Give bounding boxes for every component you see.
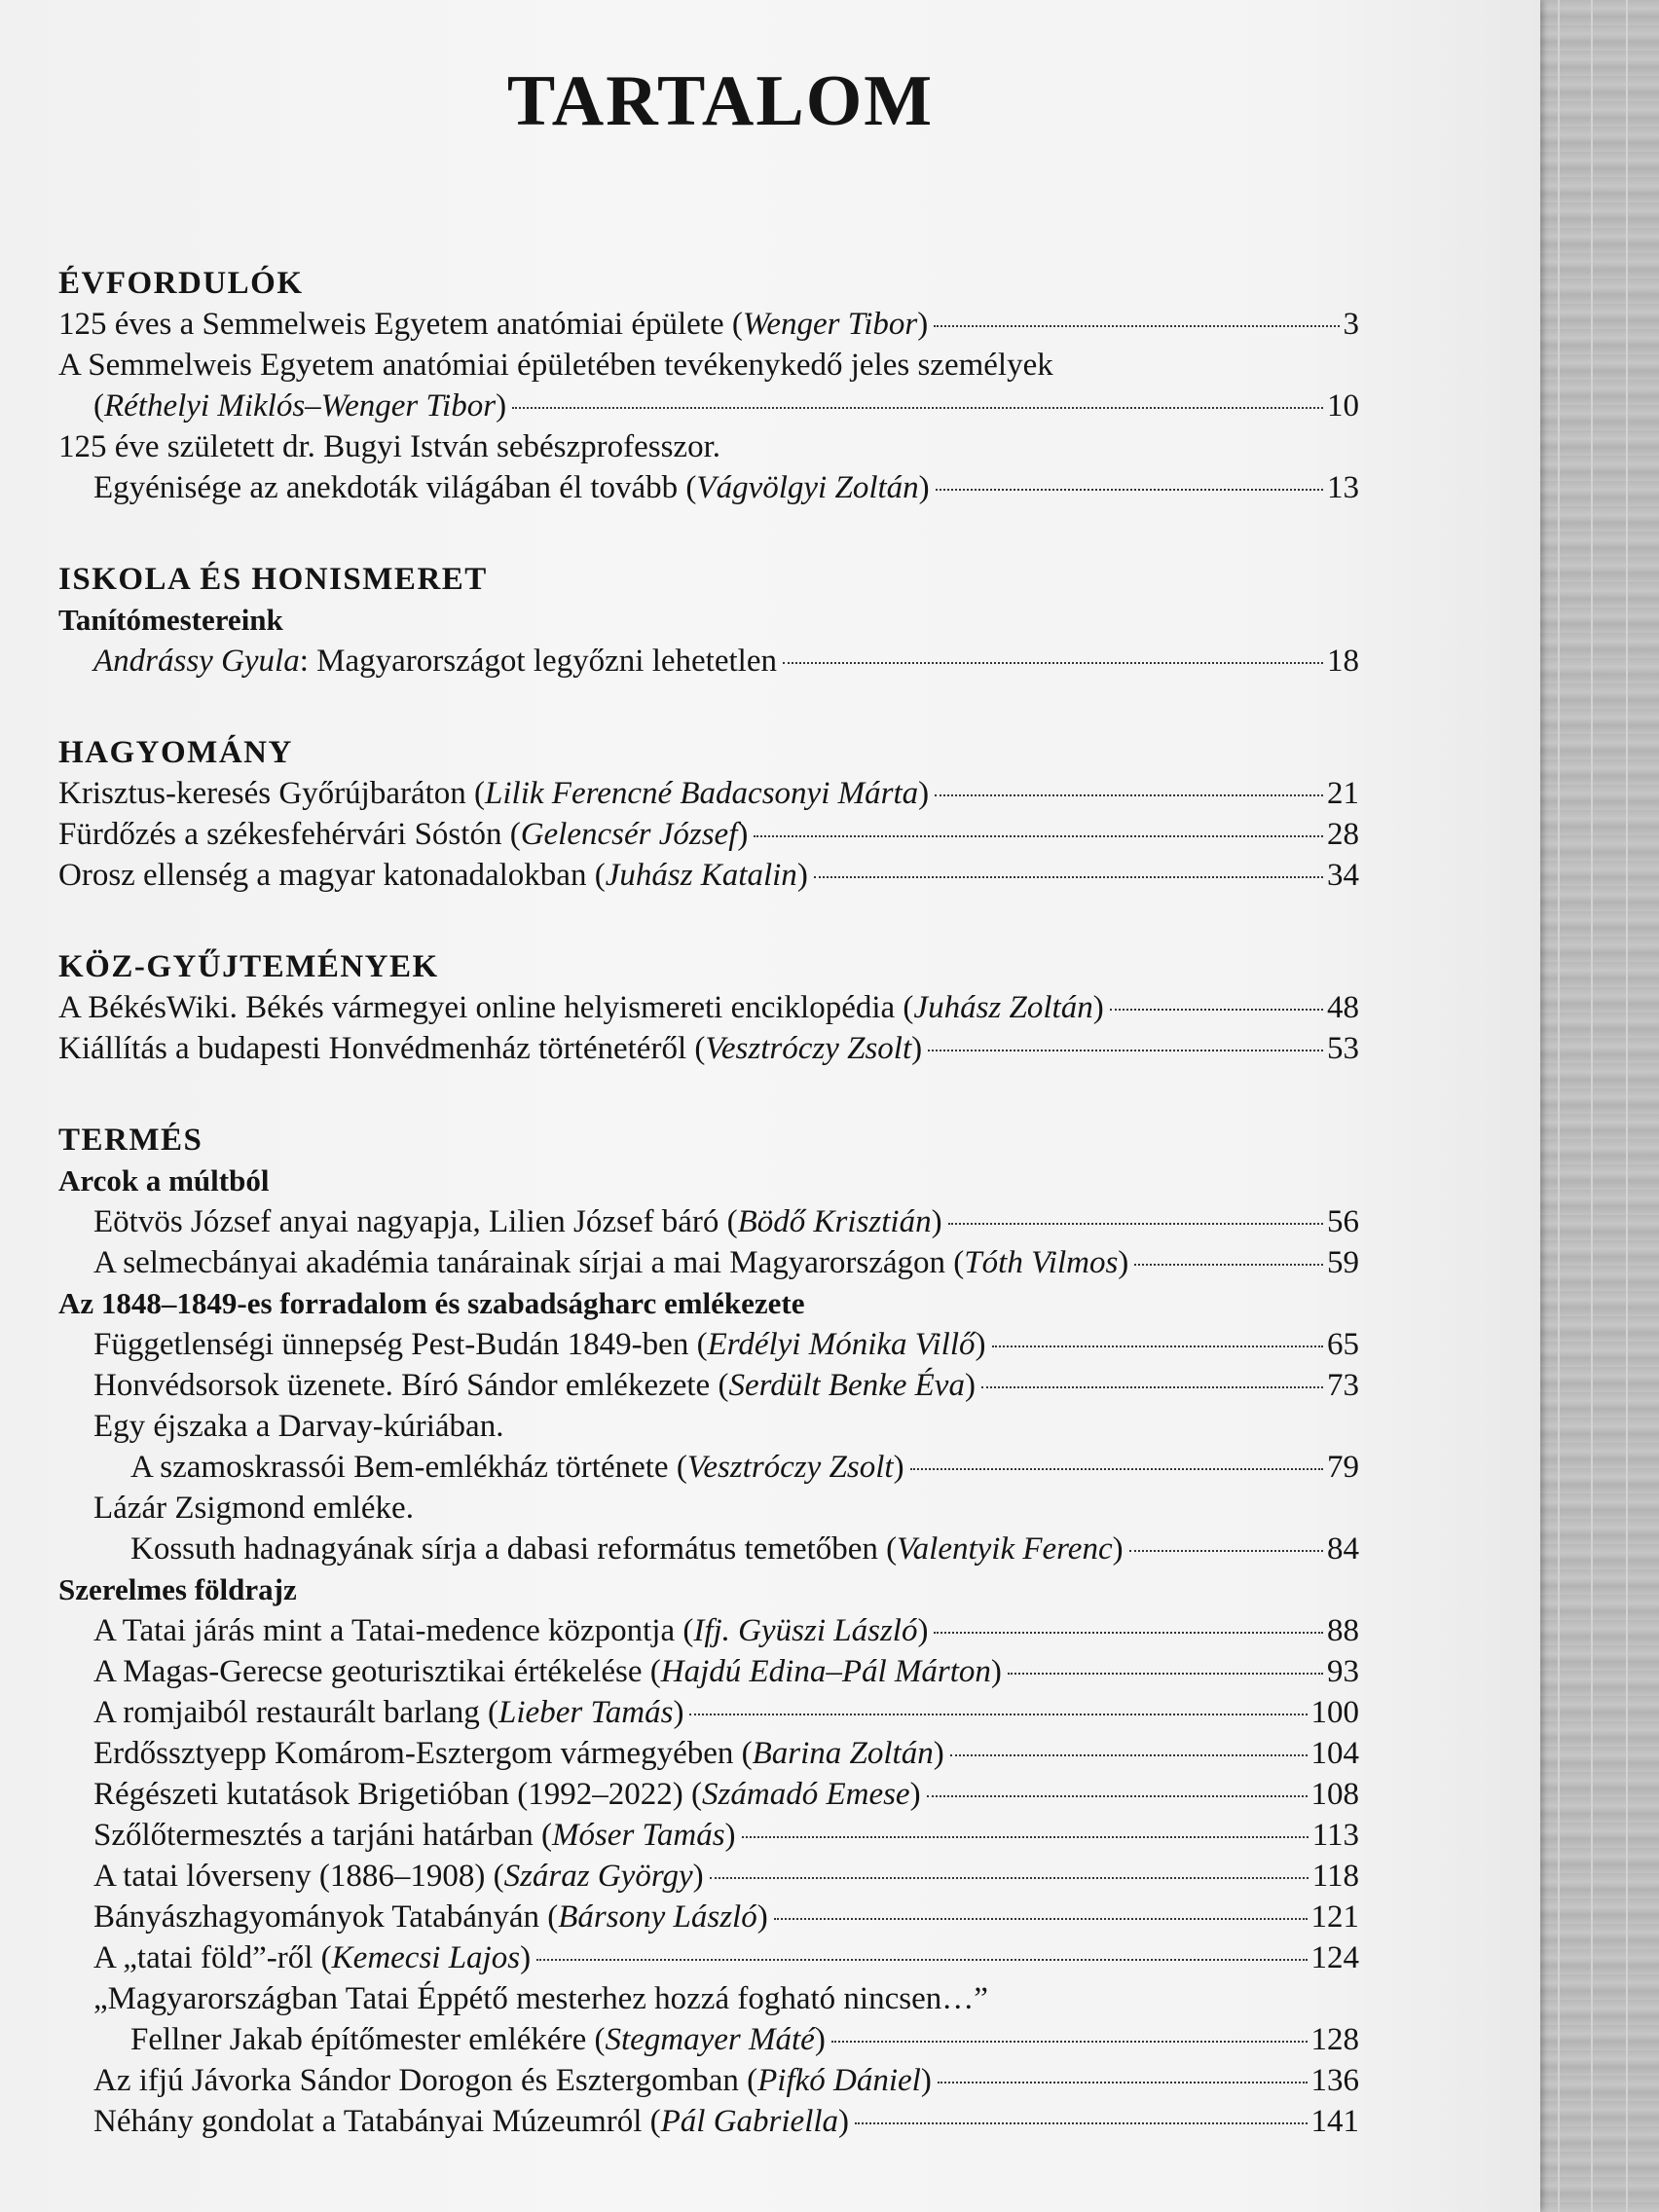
page-number: 118 xyxy=(1311,1859,1359,1894)
toc-entry[interactable]: Fürdőzés a székesfehérvári Sóstón (Gelencsér József) 28 xyxy=(58,814,1359,855)
dot-leader xyxy=(512,407,1323,409)
page-number: 136 xyxy=(1310,2063,1359,2098)
page-number: 141 xyxy=(1310,2104,1359,2139)
dot-leader xyxy=(689,1714,1307,1715)
dot-leader xyxy=(536,1959,1307,1961)
page-number: 3 xyxy=(1343,307,1359,342)
toc-entry[interactable]: A szamoskrassói Bem-emlékház története (Vesztróczy Zsolt) 79 xyxy=(58,1447,1359,1488)
toc-entry[interactable]: Régészeti kutatások Brigetióban (1992–2022) (Számadó Emese) 108 xyxy=(58,1774,1359,1815)
section-heading-hagyomany: HAGYOMÁNY xyxy=(58,735,293,770)
dot-leader xyxy=(910,1468,1323,1470)
dot-leader xyxy=(814,876,1323,878)
toc-entry[interactable]: Az ifjú Jávorka Sándor Dorogon és Esztergomban (Pifkó Dániel) 136 xyxy=(58,2060,1359,2101)
page-number: 124 xyxy=(1310,1940,1359,1975)
page-number: 104 xyxy=(1310,1736,1359,1771)
toc-entry[interactable]: Eötvös József anyai nagyapja, Lilien József báró (Bödő Krisztián) 56 xyxy=(58,1201,1359,1242)
dot-leader xyxy=(938,2082,1308,2083)
book-spine-background xyxy=(1540,0,1659,2212)
page-number: 53 xyxy=(1327,1031,1359,1066)
toc-entry[interactable]: A romjaiból restaurált barlang (Lieber Tamás) 100 xyxy=(58,1692,1359,1733)
toc-entry-line[interactable]: „Magyarországban Tatai Éppétő mesterhez hozzá fogható nincsen…” xyxy=(93,1981,988,2016)
toc-entry-line[interactable]: Lázár Zsigmond emléke. xyxy=(93,1491,414,1526)
toc-entry[interactable]: Kossuth hadnagyának sírja a dabasi református temetőben (Valentyik Ferenc) 84 xyxy=(58,1529,1359,1569)
toc-entry-line[interactable]: A Semmelweis Egyetem anatómiai épületében tevékenykedő jeles személyek xyxy=(58,348,1053,383)
page-number: 56 xyxy=(1327,1204,1359,1239)
page-number: 10 xyxy=(1327,388,1359,424)
toc-entry[interactable]: Szőlőtermesztés a tarjáni határban (Móser Tamás) 113 xyxy=(58,1815,1359,1856)
dot-leader xyxy=(948,1223,1323,1225)
dot-leader xyxy=(936,489,1323,491)
dot-leader xyxy=(754,835,1323,837)
page-number: 34 xyxy=(1327,858,1359,893)
page-number: 28 xyxy=(1327,817,1359,852)
dot-leader xyxy=(783,662,1323,664)
toc-entry-line[interactable]: Egy éjszaka a Darvay-kúriában. xyxy=(93,1409,504,1444)
dot-leader xyxy=(1129,1550,1323,1552)
toc-entry[interactable]: Egyénisége az anekdoták világában él tovább (Vágvölgyi Zoltán) 13 xyxy=(58,467,1359,508)
page-number: 128 xyxy=(1310,2022,1359,2057)
dot-leader xyxy=(950,1754,1308,1756)
toc-entry[interactable]: Erdőssztyepp Komárom-Esztergom vármegyében (Barina Zoltán) 104 xyxy=(58,1733,1359,1774)
dot-leader xyxy=(934,1632,1323,1634)
page-number: 108 xyxy=(1310,1777,1359,1812)
toc-entry[interactable]: A „tatai föld”-ről (Kemecsi Lajos) 124 xyxy=(58,1937,1359,1978)
dot-leader xyxy=(1110,1009,1323,1011)
toc-entry-line[interactable]: 125 éve született dr. Bugyi István sebészprofesszor. xyxy=(58,429,720,464)
toc-entry[interactable]: A tatai lóverseny (1886–1908) (Száraz György) 118 xyxy=(58,1856,1359,1897)
toc-entry[interactable]: Orosz ellenség a magyar katonadalokban (Juhász Katalin) 34 xyxy=(58,855,1359,896)
table-of-contents xyxy=(58,263,1359,2142)
dot-leader xyxy=(742,1836,1309,1838)
section-heading-kozgyujtemenyek: KÖZ-GYŰJTEMÉNYEK xyxy=(58,949,439,984)
page-number: 13 xyxy=(1327,470,1359,505)
page-number: 113 xyxy=(1311,1818,1359,1853)
page-number: 93 xyxy=(1327,1654,1359,1689)
toc-entry[interactable]: Néhány gondolat a Tatabányai Múzeumról (Pál Gabriella) 141 xyxy=(58,2101,1359,2142)
toc-entry[interactable]: Honvédsorsok üzenete. Bíró Sándor emlékezete (Serdült Benke Éva) 73 xyxy=(58,1365,1359,1406)
toc-entry[interactable]: A BékésWiki. Békés vármegyei online helyismereti enciklopédia (Juhász Zoltán) 48 xyxy=(58,987,1359,1028)
toc-entry[interactable]: Fellner Jakab építőmester emlékére (Stegmayer Máté) 128 xyxy=(58,2019,1359,2060)
page-number: 100 xyxy=(1310,1695,1359,1730)
toc-entry[interactable]: Függetlenségi ünnepség Pest-Budán 1849-ben (Erdélyi Mónika Villő) 65 xyxy=(58,1324,1359,1365)
subsection-heading: Az 1848–1849-es forradalom és szabadságharc emlékezete xyxy=(58,1286,805,1320)
toc-entry[interactable]: (Réthelyi Miklós–Wenger Tibor) 10 xyxy=(58,386,1359,426)
page-number: 79 xyxy=(1327,1450,1359,1485)
page-number: 21 xyxy=(1327,776,1359,811)
section-heading-evfordulok: ÉVFORDULÓK xyxy=(58,266,304,301)
page-number: 48 xyxy=(1327,990,1359,1025)
dot-leader xyxy=(981,1386,1323,1388)
dot-leader xyxy=(774,1918,1308,1920)
page-number: 121 xyxy=(1310,1899,1359,1935)
page-title: TARTALOM xyxy=(506,61,935,141)
toc-entry[interactable]: Krisztus-keresés Győrújbaráton (Lilik Ferencné Badacsonyi Márta) 21 xyxy=(58,773,1359,814)
dot-leader xyxy=(855,2122,1307,2124)
page-number: 88 xyxy=(1327,1613,1359,1648)
dot-leader xyxy=(831,2041,1308,2043)
dot-leader xyxy=(992,1346,1324,1347)
dot-leader xyxy=(1134,1264,1323,1266)
toc-entry[interactable]: A selmecbányai akadémia tanárainak sírjai a mai Magyarországon (Tóth Vilmos) 59 xyxy=(58,1242,1359,1283)
toc-entry[interactable]: 125 éves a Semmelweis Egyetem anatómiai épülete (Wenger Tibor) 3 xyxy=(58,304,1359,345)
dot-leader xyxy=(928,1050,1323,1051)
subsection-heading: Szerelmes földrajz xyxy=(58,1572,297,1606)
section-heading-iskola: ISKOLA ÉS HONISMERET xyxy=(58,562,488,597)
toc-entry[interactable]: Bányászhagyományok Tatabányán (Bársony László) 121 xyxy=(58,1897,1359,1937)
page-number: 65 xyxy=(1327,1327,1359,1362)
dot-leader xyxy=(935,794,1323,796)
subsection-heading: Arcok a múltból xyxy=(58,1163,270,1198)
dot-leader xyxy=(927,1795,1308,1797)
section-heading-termes: TERMÉS xyxy=(58,1123,203,1158)
page-number: 84 xyxy=(1327,1531,1359,1567)
dot-leader xyxy=(1008,1673,1323,1675)
page-number: 73 xyxy=(1327,1368,1359,1403)
dot-leader xyxy=(710,1877,1309,1879)
toc-entry[interactable]: A Tatai járás mint a Tatai-medence központja (Ifj. Gyüszi László) 88 xyxy=(58,1610,1359,1651)
page-number: 59 xyxy=(1327,1245,1359,1280)
toc-entry[interactable]: Kiállítás a budapesti Honvédmenház történetéről (Vesztróczy Zsolt) 53 xyxy=(58,1028,1359,1069)
toc-entry[interactable]: Andrássy Gyula: Magyarországot legyőzni lehetetlen 18 xyxy=(58,641,1359,682)
subsection-heading: Tanítómestereink xyxy=(58,603,283,637)
dot-leader xyxy=(934,325,1339,327)
toc-entry[interactable]: A Magas-Gerecse geoturisztikai értékelése (Hajdú Edina–Pál Márton) 93 xyxy=(58,1651,1359,1692)
page-number: 18 xyxy=(1327,644,1359,679)
